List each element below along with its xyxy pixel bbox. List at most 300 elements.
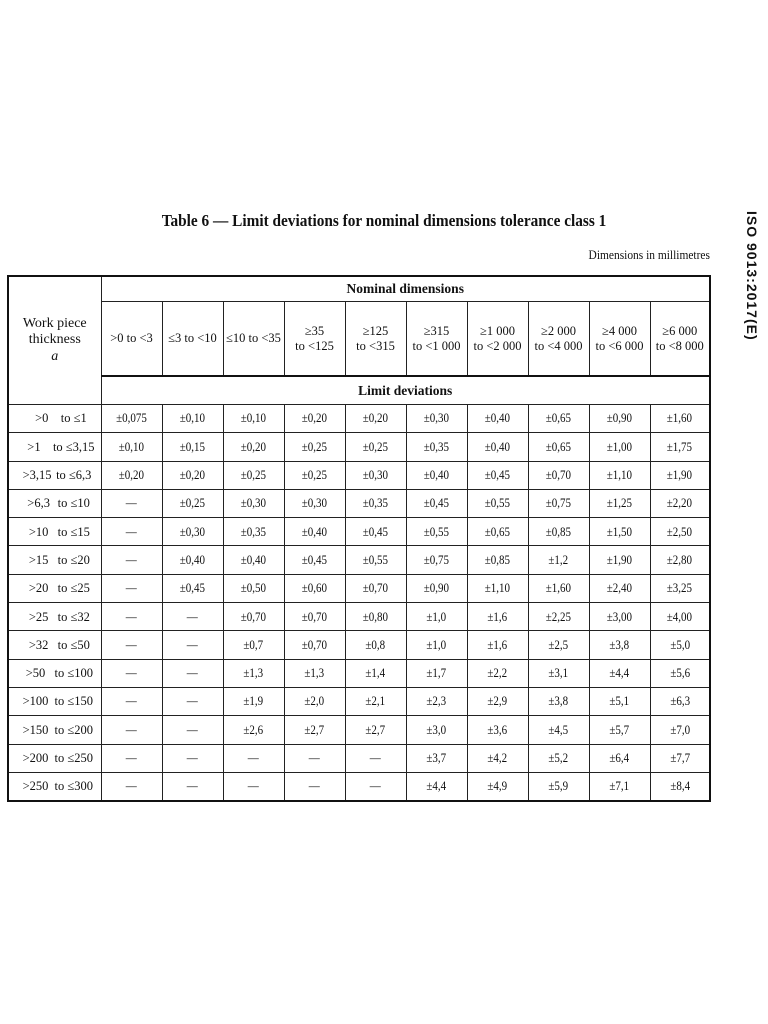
deviation-value: ±0,35 [423, 439, 450, 454]
deviation-value: — [126, 722, 137, 737]
deviation-cell [345, 433, 406, 461]
deviation-value: ±0,40 [484, 439, 511, 454]
deviation-value: ±5,0 [669, 637, 690, 652]
deviation-value: ±4,4 [426, 779, 447, 794]
deviation-value: ±1,60 [667, 411, 693, 426]
deviation-cell [528, 687, 589, 715]
deviation-value: ±2,3 [426, 694, 447, 709]
deviation-value: ±0,25 [362, 439, 389, 454]
deviation-cell [101, 546, 162, 574]
deviation-value: — [309, 779, 320, 794]
deviation-value: ±0,20 [362, 411, 389, 426]
deviation-cell [345, 489, 406, 517]
deviation-cell [345, 631, 406, 659]
deviation-value: ±3,1 [548, 666, 569, 681]
nominal-range-header [162, 302, 223, 377]
deviation-cell [162, 631, 223, 659]
deviation-value: ±0,85 [484, 552, 511, 567]
nominal-range-header [223, 302, 284, 377]
thickness-to: to ≤15 [57, 524, 90, 539]
deviation-value: ±4,5 [548, 722, 569, 737]
deviation-cell [650, 631, 710, 659]
deviation-value: ±0,10 [240, 411, 267, 426]
document-id-label: ISO 9013:2017(E) [744, 211, 760, 341]
deviation-value: ±2,7 [365, 722, 386, 737]
deviation-cell [650, 433, 710, 461]
deviation-cell [345, 744, 406, 772]
deviation-value: ±0,70 [362, 581, 389, 596]
deviation-cell [162, 659, 223, 687]
deviation-cell [589, 518, 650, 546]
nominal-range-line1: ≥2 000 [541, 324, 576, 339]
deviation-value: ±6,4 [609, 751, 630, 766]
thickness-from: >0 [35, 411, 49, 426]
deviation-value: ±5,7 [609, 722, 630, 737]
deviation-cell [101, 433, 162, 461]
deviation-cell [162, 489, 223, 517]
thickness-to: to ≤6,3 [56, 468, 92, 483]
deviation-value: ±0,80 [362, 609, 389, 624]
nominal-dimensions-header: Nominal dimensions [101, 276, 710, 302]
deviation-cell [528, 603, 589, 631]
deviation-value: ±6,3 [669, 694, 690, 709]
deviation-value: ±1,9 [243, 694, 264, 709]
nominal-range-line2: to <2 000 [473, 338, 522, 353]
nominal-range-line1: ≥1 000 [480, 324, 515, 339]
nominal-range-line1: ≥125 [362, 324, 389, 339]
deviation-cell [406, 687, 467, 715]
deviation-cell [406, 744, 467, 772]
deviation-cell [406, 603, 467, 631]
thickness-to: to ≤20 [57, 552, 90, 567]
deviation-value: ±4,9 [487, 779, 508, 794]
deviation-cell [528, 518, 589, 546]
nominal-range-line2: to <4 000 [534, 338, 583, 353]
deviation-value: — [126, 779, 137, 794]
deviation-cell [467, 631, 528, 659]
nominal-range-line2: to <1 000 [412, 338, 461, 353]
deviation-cell [223, 489, 284, 517]
deviation-value: ±0,90 [606, 411, 633, 426]
deviation-value: ±0,85 [545, 524, 572, 539]
deviation-cell [589, 433, 650, 461]
thickness-from: >32 [28, 637, 49, 652]
deviation-value: ±5,2 [548, 751, 569, 766]
thickness-range-cell [8, 659, 101, 687]
thickness-from: >25 [28, 609, 49, 624]
deviation-value: — [126, 637, 137, 652]
deviation-cell [101, 716, 162, 744]
deviation-value: ±0,45 [423, 496, 450, 511]
deviation-cell [406, 433, 467, 461]
deviation-cell [467, 546, 528, 574]
thickness-from: >200 [22, 751, 49, 766]
thickness-range-cell [8, 603, 101, 631]
deviation-value: — [370, 779, 381, 794]
deviation-value: ±5,1 [609, 694, 630, 709]
deviation-value: ±1,10 [484, 581, 511, 596]
deviation-value: — [187, 666, 198, 681]
thickness-from: >100 [22, 694, 49, 709]
deviation-value: ±1,00 [606, 439, 633, 454]
deviation-cell [528, 772, 589, 801]
deviation-value: — [248, 751, 259, 766]
deviation-value: ±0,10 [118, 439, 145, 454]
deviation-cell [467, 574, 528, 602]
thickness-from: >250 [22, 779, 49, 794]
deviation-value: ±1,0 [426, 637, 447, 652]
deviation-cell [345, 461, 406, 489]
nominal-range-header [406, 302, 467, 377]
deviation-cell [406, 716, 467, 744]
deviation-cell [223, 772, 284, 801]
deviation-value: — [187, 609, 198, 624]
deviation-value: ±4,4 [609, 666, 630, 681]
table-row [8, 405, 710, 433]
deviation-cell [284, 603, 345, 631]
thickness-range-cell [8, 772, 101, 801]
deviation-cell [650, 772, 710, 801]
deviation-value: — [126, 609, 137, 624]
deviation-value: ±1,6 [487, 609, 508, 624]
deviation-value: ±1,90 [606, 552, 633, 567]
deviation-value: ±0,30 [179, 524, 206, 539]
deviation-cell [101, 518, 162, 546]
deviation-cell [589, 461, 650, 489]
deviation-cell [101, 489, 162, 517]
deviation-cell [284, 772, 345, 801]
deviation-cell [467, 518, 528, 546]
nominal-range-line2: to <315 [356, 338, 395, 353]
thickness-range-cell [8, 518, 101, 546]
deviation-cell [589, 716, 650, 744]
deviation-cell [589, 772, 650, 801]
deviation-value: — [187, 722, 198, 737]
deviation-cell [284, 433, 345, 461]
deviation-value: ±0,45 [484, 468, 511, 483]
deviation-cell [406, 659, 467, 687]
nominal-range-line1: ≥6 000 [662, 324, 698, 339]
deviation-cell [101, 603, 162, 631]
deviation-cell [406, 461, 467, 489]
deviation-value: ±3,0 [426, 722, 447, 737]
deviation-value: ±0,30 [301, 496, 328, 511]
units-note: Dimensions in millimetres [588, 247, 710, 262]
deviation-value: ±0,65 [545, 411, 572, 426]
deviation-cell [345, 518, 406, 546]
deviation-cell [101, 659, 162, 687]
workpiece-header-line2: thickness [28, 332, 81, 348]
deviation-cell [589, 574, 650, 602]
deviation-cell [650, 659, 710, 687]
deviation-cell [284, 405, 345, 433]
deviation-cell [467, 687, 528, 715]
deviation-cell [345, 716, 406, 744]
thickness-to: to ≤10 [57, 496, 90, 511]
table-row [8, 659, 710, 687]
deviation-cell [101, 744, 162, 772]
thickness-to: to ≤25 [57, 581, 90, 596]
nominal-range-header [528, 302, 589, 377]
deviation-cell [467, 772, 528, 801]
deviation-cell [284, 546, 345, 574]
deviation-value: ±0,25 [179, 496, 206, 511]
deviation-cell [162, 574, 223, 602]
nominal-range-header [650, 302, 710, 377]
deviation-cell [345, 772, 406, 801]
table-row [8, 574, 710, 602]
deviation-cell [223, 659, 284, 687]
deviation-cell [406, 574, 467, 602]
deviation-cell [589, 687, 650, 715]
deviation-value: ±4,2 [487, 751, 508, 766]
deviation-value: — [187, 751, 198, 766]
deviation-value: — [187, 694, 198, 709]
deviation-cell [223, 574, 284, 602]
deviation-cell [162, 687, 223, 715]
deviation-value: ±0,10 [179, 411, 206, 426]
deviation-value: ±0,40 [301, 524, 328, 539]
deviation-cell [345, 546, 406, 574]
deviation-cell [528, 433, 589, 461]
deviation-value: ±0,45 [179, 581, 206, 596]
deviation-value: ±0,7 [243, 637, 264, 652]
table-row [8, 603, 710, 631]
deviation-cell [406, 772, 467, 801]
deviation-value: ±3,25 [667, 581, 693, 596]
deviation-value: — [126, 751, 137, 766]
limit-deviations-header: Limit deviations [101, 376, 710, 405]
deviation-value: ±2,25 [545, 609, 572, 624]
deviation-value: ±0,25 [301, 439, 328, 454]
deviation-cell [223, 716, 284, 744]
deviation-cell [650, 405, 710, 433]
thickness-range-cell [8, 631, 101, 659]
deviation-cell [162, 744, 223, 772]
deviation-cell [467, 603, 528, 631]
deviation-value: ±1,2 [548, 552, 569, 567]
deviation-value: ±0,65 [545, 439, 572, 454]
deviation-value: ±2,40 [606, 581, 633, 596]
deviation-value: — [187, 779, 198, 794]
deviation-cell [406, 489, 467, 517]
deviation-value: ±0,40 [484, 411, 511, 426]
thickness-to: to ≤300 [54, 779, 93, 794]
deviation-value: ±3,8 [609, 637, 630, 652]
deviation-cell [162, 772, 223, 801]
deviation-value: ±4,00 [667, 609, 693, 624]
deviation-value: ±0,40 [423, 468, 450, 483]
deviation-value: ±1,25 [606, 496, 633, 511]
deviation-value: ±1,6 [487, 637, 508, 652]
deviation-value: ±0,25 [301, 468, 328, 483]
thickness-to: to ≤32 [57, 609, 90, 624]
deviation-value: ±3,6 [487, 722, 508, 737]
deviation-value: ±0,40 [179, 552, 206, 567]
deviation-cell [589, 405, 650, 433]
deviation-cell [162, 433, 223, 461]
deviation-value: ±0,075 [116, 411, 147, 426]
thickness-range-cell [8, 574, 101, 602]
deviation-cell [284, 744, 345, 772]
deviation-cell [284, 631, 345, 659]
deviation-cell [589, 546, 650, 574]
table-row [8, 744, 710, 772]
nominal-range-line2: to <125 [295, 338, 334, 353]
deviation-value: ±2,80 [667, 552, 693, 567]
deviation-value: ±2,20 [667, 496, 693, 511]
deviation-cell [650, 518, 710, 546]
deviation-cell [223, 603, 284, 631]
deviation-value: ±0,35 [362, 496, 389, 511]
deviation-value: — [126, 496, 137, 511]
deviation-cell [223, 461, 284, 489]
deviation-value: ±2,50 [667, 524, 693, 539]
deviation-cell [101, 772, 162, 801]
deviation-cell [223, 687, 284, 715]
deviation-cell [101, 631, 162, 659]
deviation-cell [528, 546, 589, 574]
deviation-value: ±3,8 [548, 694, 569, 709]
thickness-range-cell [8, 433, 101, 461]
deviation-value: ±5,6 [669, 666, 690, 681]
deviation-value: — [126, 581, 137, 596]
deviation-cell [589, 603, 650, 631]
deviation-value: — [309, 751, 320, 766]
deviation-cell [284, 574, 345, 602]
thickness-to: to ≤250 [54, 751, 93, 766]
nominal-range-line1: ≥315 [423, 324, 450, 339]
thickness-to: to ≤100 [54, 666, 93, 681]
deviation-value: ±0,55 [484, 496, 511, 511]
nominal-range-line1: ≥4 000 [602, 324, 637, 339]
nominal-range-header [284, 302, 345, 377]
thickness-range-cell [8, 405, 101, 433]
deviation-value: — [126, 524, 137, 539]
deviation-value: ±0,30 [362, 468, 389, 483]
thickness-from: >6,3 [27, 496, 50, 511]
deviation-cell [345, 405, 406, 433]
deviation-cell [650, 489, 710, 517]
nominal-range-header [101, 302, 162, 377]
deviation-cell [467, 744, 528, 772]
thickness-to: to ≤1 [60, 411, 87, 426]
deviation-cell [162, 518, 223, 546]
deviation-cell [284, 461, 345, 489]
deviation-value: ±2,7 [304, 722, 325, 737]
deviation-cell [162, 461, 223, 489]
deviation-value: ±2,6 [243, 722, 264, 737]
nominal-range-line1: >0 to <3 [110, 331, 153, 346]
deviation-value: ±0,30 [423, 411, 450, 426]
deviation-cell [650, 574, 710, 602]
deviation-cell [284, 687, 345, 715]
deviation-value: ±0,90 [423, 581, 450, 596]
deviation-cell [406, 405, 467, 433]
deviation-value: ±1,10 [606, 468, 633, 483]
nominal-range-line2: to <6 000 [595, 338, 644, 353]
thickness-from: >15 [28, 552, 49, 567]
deviation-value: ±5,9 [548, 779, 569, 794]
deviation-value: ±0,60 [301, 581, 328, 596]
deviation-cell [467, 461, 528, 489]
deviation-cell [284, 489, 345, 517]
deviation-cell [528, 659, 589, 687]
deviation-cell [467, 716, 528, 744]
deviation-cell [345, 603, 406, 631]
deviation-cell [589, 659, 650, 687]
deviation-value: ±0,75 [545, 496, 572, 511]
deviation-value: ±2,0 [304, 694, 325, 709]
deviation-cell [284, 518, 345, 546]
deviation-cell [406, 546, 467, 574]
deviation-value: ±0,35 [240, 524, 267, 539]
thickness-range-cell [8, 716, 101, 744]
deviation-cell [345, 659, 406, 687]
table-row [8, 546, 710, 574]
workpiece-header-symbol: a [51, 348, 59, 364]
thickness-range-cell [8, 546, 101, 574]
deviation-cell [528, 461, 589, 489]
table-row [8, 461, 710, 489]
thickness-range-cell [8, 687, 101, 715]
deviation-cell [345, 687, 406, 715]
deviation-value: ±0,20 [179, 468, 206, 483]
deviation-cell [101, 405, 162, 433]
deviation-cell [650, 461, 710, 489]
table-row [8, 518, 710, 546]
table-row [8, 489, 710, 517]
deviation-cell [650, 744, 710, 772]
deviation-cell [528, 405, 589, 433]
deviation-cell [528, 489, 589, 517]
thickness-from: >1 [27, 439, 41, 454]
deviation-value: ±7,0 [669, 722, 690, 737]
nominal-range-line1: ≥35 [304, 324, 325, 339]
thickness-range-cell [8, 489, 101, 517]
deviation-value: — [126, 694, 137, 709]
table-row [8, 631, 710, 659]
deviation-cell [650, 603, 710, 631]
deviation-cell [589, 489, 650, 517]
deviation-value: — [126, 552, 137, 567]
deviation-value: ±0,55 [423, 524, 450, 539]
table-row [8, 716, 710, 744]
deviation-cell [650, 687, 710, 715]
deviation-value: ±2,2 [487, 666, 508, 681]
deviation-cell [406, 631, 467, 659]
deviation-cell [223, 433, 284, 461]
table-row [8, 433, 710, 461]
deviation-value: ±0,45 [362, 524, 389, 539]
deviation-cell [467, 489, 528, 517]
thickness-to: to ≤200 [54, 722, 93, 737]
thickness-from: >10 [28, 524, 49, 539]
deviation-cell [162, 546, 223, 574]
table-title: Table 6 — Limit deviations for nominal dimensions tolerance class 1 [161, 211, 607, 230]
deviation-cell [528, 744, 589, 772]
deviation-value: ±1,90 [667, 468, 693, 483]
deviation-value: ±7,1 [609, 779, 630, 794]
deviation-value: ±3,00 [606, 609, 633, 624]
deviation-value: ±0,70 [545, 468, 572, 483]
deviation-cell [162, 603, 223, 631]
deviation-value: ±0,70 [301, 637, 328, 652]
thickness-to: to ≤150 [54, 694, 93, 709]
deviation-cell [223, 631, 284, 659]
workpiece-thickness-header [8, 276, 101, 405]
thickness-from: >150 [22, 722, 49, 737]
